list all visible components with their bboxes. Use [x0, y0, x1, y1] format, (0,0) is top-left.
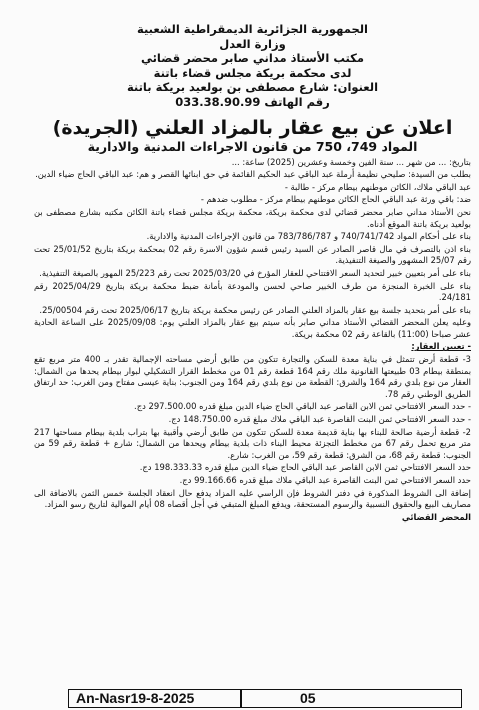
date-line: بتاريخ: ... من شهر ... سنة الفين وخمسة وعشرين (2025) ساعة: ... [231, 156, 471, 167]
requester-address: عبد الباقي ملاك، الكائن موطنهم بيطام مركز - طالبة - [284, 181, 471, 192]
signature-label: المحضر القضائي [401, 511, 471, 522]
office-header [34, 22, 471, 110]
header-office: مكتب الأستاذ مداني صابر محضر قضائي [140, 51, 364, 66]
property-2-price-daughter: حدد السعر الافتتاحي ثمن البنت القاصرة عبد الباقي ملاك مبلغ قدره 99.166.66 دج. [179, 475, 471, 485]
header-phone: رقم الهاتف 033.38.90.99 [175, 94, 330, 109]
property-1-price-son: - حدد السعر الافتتاحي ثمن الابن القاصر عبد الباقي الحاج ضياء الدين مبلغ قدره 297.500.00 دج. [134, 401, 471, 412]
page-number: 05 [300, 690, 316, 706]
header-address: العنوان: شارع مصطفى بن بولعيد بريكة باتنة [126, 80, 379, 95]
legal-basis-paragraph: بناء على أحكام المواد 740/741/742 و 783/786/787 من قانون الإجراءات المدنية والادارية. [146, 231, 471, 242]
publication-label: An-Nasr19-8-2025 [76, 690, 195, 706]
announcement-subtitle: المواد 749، 750 من قانون الاجراءات المدنية والادارية [87, 138, 418, 154]
expert-order-paragraph: بناء على أمر بتعيين خبير لتحديد السعر الافتتاحي للعقار المؤرخ في 2025/03/20 تحت رقم 25/223 المهور بالصيغة التنفيذية. [39, 267, 471, 278]
header-ministry: وزارة العدل [219, 36, 286, 51]
property-2-price-son: حدد السعر الافتتاحي ثمن الابن القاصر عبد الباقي الحاج ضياء الدين مبلغ قدره 198.333.33 دج. [139, 462, 471, 473]
requester-paragraph: بطلب من السيدة: صليحي نظيمة أرملة عبد الباقي عبد الحكيم القائمة في حق ابنائها القصر و هم: عبد الباقي الحاج ضياء الدين. [35, 169, 471, 180]
sale-date-paragraph: وعليه يعلن المحضر القضائي الأستاذ مداني صابر بأنه سيتم بيع عقار بالمزاد العلني يوم: 2025/09/08 على الساعة الحادية عشر صباحا (11:00) بالقاعة رقم 02 محكمة بريكة. [34, 317, 471, 339]
session-order-paragraph: بناء على أمر بتحديد جلسة بيع عقار بالمزاد العلني الصادر عن رئيس محكمة بريكة بتاريخ 2025/06/17 تحت رقم 25/00504. [39, 304, 471, 315]
authorization-paragraph: بناء اذن بالتصرف في مال قاصر الصادر عن السيد رئيس قسم شؤون الاسرة رقم 02 بمحكمة بريكة بتاريخ 25/01/52 تحت رقم 25/07 المشهور والصيغة التنفيذية. [34, 243, 471, 266]
conditions-paragraph: إضافة الى الشروط المذكورة في دفتر الشروط فإن الراسي عليه المزاد يدفع حال انعقاد الجلسة خمس الثمن بالاضافة الى مصاريف البيع والحقوق النسبية والرسوم المستحقة، ويدفع المبلغ المتبقي في أجل أقصاه 08 أيام الموالية لتاريخ رسو المزاد. [34, 487, 471, 510]
newspaper-footer [0, 689, 479, 710]
bailiff-paragraph: نحن الأستاذ مداني صابر محضر قضائي لدى محكمة بريكة، محكمة بريكة مجلس قضاء باتنة الكائن مكتبه بشارع مصطفى بن بولعيد بريكة باتنة الموقع أدناه. [34, 206, 471, 229]
header-court: لدى محكمة بريكة مجلس قضاء باتنة [153, 65, 352, 80]
property-1-description: 3- قطعة أرض تتمثل في بناية معدة للسكن والتجارة تتكون من طابق أرضي مساحته الإجمالية تقدر بـ 400 متر مربع تقع بمنطقة بيطام 03 طبيعتها القانونية ملك رقم 164 قطعة رقم 01 من مخطط القرار التشكيلي لبوار بيطام يحدها من الشمال: العقار من نوع بلدي رقم 164 والشرق: القطعة من نوع بلدي رقم 164 ومن الجنوب: بناية عيسى مفتاح ومن الغرب: حد ارتفاق الطريق الوطني رقم 78. [34, 354, 471, 399]
announcement-title: اعلان عن بيع عقار بالمزاد العلني (الجريدة) [52, 116, 453, 139]
property-1-price-daughter: - حدد السعر الافتتاحي ثمن البنت القاصرة عبد الباقي ملاك مبلغ قدره 148.750.00 دج. [168, 414, 471, 425]
header-republic: الجمهورية الجزائرية الديمقراطية الشعبية [136, 22, 368, 36]
expertise-paragraph: بناء على الخبرة المنجزة من طرف الخبير صاحي لحسن والمودعة بأمانة ضبط محكمة بريكة بتاريخ 2025/04/29 رقم 24/181. [34, 280, 471, 303]
footer-divider [240, 689, 242, 708]
property-heading: - تعيين العقار: [411, 341, 471, 352]
property-2-description: 2- قطعة أرضية صالحة للبناء بها بناية قديمة معدة للسكن تتكون من طابق أرضي وأقبية بها بتراب بلدية بيطام مساحتها 217 متر مربع تحمل رقم 67 من مخطط التجزئة محيط البناء ذات بلدية بيطام ويحدها من الشمال: شارع + قطعة رقم 59 من الجنوب: قطعة رقم 68، من الشرق: قطعة رقم 59، من الغرب: شارع. [34, 426, 471, 460]
announcement-body [34, 157, 471, 525]
defendants-paragraph: ضد: باقي ورثة عبد الباقي الحاج الكائن موطنهم بيطام مركز - مطلوب ضدهم - [200, 194, 471, 205]
announcement-page [34, 22, 471, 690]
